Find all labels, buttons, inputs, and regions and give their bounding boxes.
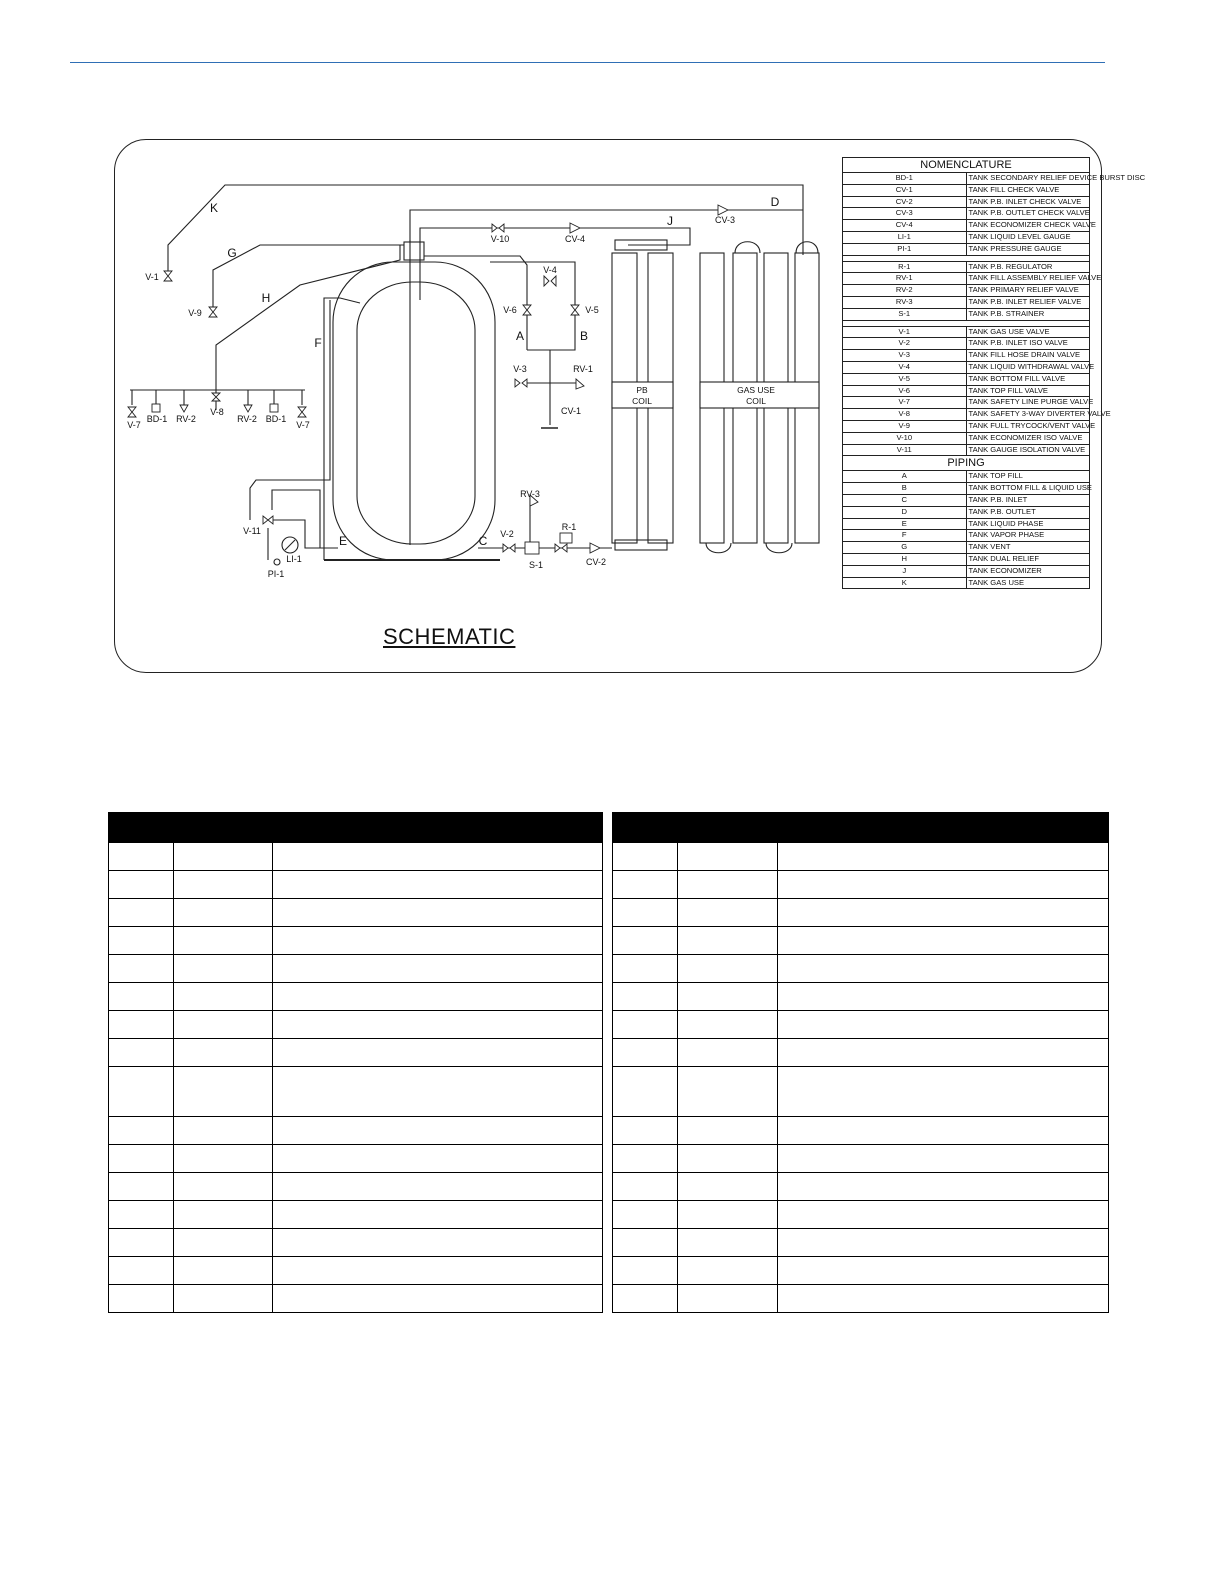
table-row xyxy=(843,506,1090,518)
table-header-cell xyxy=(273,813,603,843)
pipe-label-e: E xyxy=(338,534,348,548)
item-description: TANK PRIMARY RELIEF VALVE xyxy=(966,285,1090,297)
label-bd-1-right: BD-1 xyxy=(265,414,287,424)
label-rv-2-left: RV-2 xyxy=(176,414,196,424)
item-code: CV-1 xyxy=(843,184,967,196)
item-description: TANK BOTTOM FILL & LIQUID USE xyxy=(966,483,1090,495)
table-cell xyxy=(777,1067,1108,1117)
table-header-cell xyxy=(173,813,272,843)
label-rv-3: RV-3 xyxy=(520,489,540,499)
item-description: TANK P.B. STRAINER xyxy=(966,308,1090,320)
item-description: TANK SAFETY LINE PURGE VALVE xyxy=(966,397,1090,409)
table-cell xyxy=(109,871,174,899)
table-row xyxy=(843,196,1090,208)
item-description: TANK GAS USE xyxy=(966,577,1090,589)
table-cell xyxy=(173,843,272,871)
table-row xyxy=(613,1257,1109,1285)
blank-table-right xyxy=(612,812,1109,1313)
table-cell xyxy=(777,1229,1108,1257)
table-cell xyxy=(273,899,603,927)
table-row xyxy=(843,373,1090,385)
table-cell xyxy=(777,1011,1108,1039)
pipe-label-g: G xyxy=(227,246,237,260)
table-cell xyxy=(613,1257,678,1285)
pipe-label-c: C xyxy=(478,534,488,548)
table-cell xyxy=(613,1285,678,1313)
table-row xyxy=(843,577,1090,589)
table-cell xyxy=(678,1039,778,1067)
table-row xyxy=(613,927,1109,955)
table-cell xyxy=(613,1201,678,1229)
item-code: CV-4 xyxy=(843,220,967,232)
item-code: V-5 xyxy=(843,373,967,385)
table-row xyxy=(109,927,603,955)
label-r-1: R-1 xyxy=(561,522,577,532)
table-cell xyxy=(109,1229,174,1257)
table-row xyxy=(613,1067,1109,1117)
table-cell xyxy=(777,1039,1108,1067)
table-cell xyxy=(273,1145,603,1173)
table-cell xyxy=(109,1173,174,1201)
pipe-f xyxy=(324,298,360,560)
table-cell xyxy=(678,843,778,871)
table-cell xyxy=(109,1039,174,1067)
item-code: V-1 xyxy=(843,326,967,338)
item-code: S-1 xyxy=(843,308,967,320)
table-cell xyxy=(777,927,1108,955)
table-row xyxy=(843,432,1090,444)
piping-heading-text: PIPING xyxy=(843,456,1090,471)
table-row xyxy=(613,871,1109,899)
table-cell xyxy=(777,871,1108,899)
table-row xyxy=(613,1145,1109,1173)
table-cell xyxy=(173,1011,272,1039)
item-code: RV-2 xyxy=(843,285,967,297)
item-code: K xyxy=(843,577,967,589)
label-s-1: S-1 xyxy=(528,560,544,570)
table-cell xyxy=(273,955,603,983)
item-description: TANK TOP FILL VALVE xyxy=(966,385,1090,397)
table-cell xyxy=(678,1201,778,1229)
table-row xyxy=(843,420,1090,432)
table-row xyxy=(843,553,1090,565)
table-row xyxy=(843,385,1090,397)
table-cell xyxy=(777,1285,1108,1313)
item-description: TANK TOP FILL xyxy=(966,471,1090,483)
tank-neck-fitting xyxy=(404,242,424,260)
table-row xyxy=(109,1229,603,1257)
table-cell xyxy=(273,1201,603,1229)
table-row xyxy=(843,518,1090,530)
table-cell xyxy=(613,1039,678,1067)
table-cell xyxy=(678,1257,778,1285)
label-cv-3: CV-3 xyxy=(714,215,736,225)
table-row xyxy=(109,1285,603,1313)
item-code: CV-3 xyxy=(843,208,967,220)
item-description: TANK LIQUID PHASE xyxy=(966,518,1090,530)
table-cell xyxy=(109,1117,174,1145)
table-cell xyxy=(613,1145,678,1173)
table-cell xyxy=(678,1011,778,1039)
pressure-gauge xyxy=(274,559,280,565)
table-row xyxy=(843,530,1090,542)
nomenclature-heading xyxy=(843,158,1090,173)
pipe-label-j: J xyxy=(667,214,673,228)
table-header-row xyxy=(613,813,1109,843)
item-code: PI-1 xyxy=(843,243,967,255)
table-row xyxy=(109,1201,603,1229)
label-pi-1: PI-1 xyxy=(267,569,285,579)
table-row xyxy=(843,173,1090,185)
table-cell xyxy=(613,1229,678,1257)
table-row xyxy=(109,983,603,1011)
gas-use-coil-label-line2: COIL xyxy=(746,396,766,406)
item-code: V-8 xyxy=(843,409,967,421)
table-row xyxy=(109,1117,603,1145)
table-cell xyxy=(777,1145,1108,1173)
pipe-label-k: K xyxy=(209,201,219,215)
item-description: TANK P.B. OUTLET CHECK VALVE xyxy=(966,208,1090,220)
table-cell xyxy=(273,1067,603,1117)
table-row xyxy=(843,494,1090,506)
item-code: R-1 xyxy=(843,261,967,273)
label-li-1: LI-1 xyxy=(286,554,302,564)
item-code: A xyxy=(843,471,967,483)
table-cell xyxy=(777,1257,1108,1285)
table-cell xyxy=(109,1201,174,1229)
label-v-11: V-11 xyxy=(243,526,261,536)
table-cell xyxy=(109,1011,174,1039)
table-row xyxy=(613,983,1109,1011)
table-row xyxy=(109,955,603,983)
valve-symbols xyxy=(128,205,728,554)
table-cell xyxy=(109,983,174,1011)
item-description: TANK FILL CHECK VALVE xyxy=(966,184,1090,196)
table-cell xyxy=(273,1257,603,1285)
item-code: RV-1 xyxy=(843,273,967,285)
table-row xyxy=(843,350,1090,362)
pipe-label-f: F xyxy=(314,336,322,350)
item-description: TANK ECONOMIZER xyxy=(966,565,1090,577)
table-row xyxy=(843,220,1090,232)
item-code: J xyxy=(843,565,967,577)
label-v-5: V-5 xyxy=(585,305,599,315)
table-row xyxy=(843,471,1090,483)
table-cell xyxy=(109,955,174,983)
table-cell xyxy=(173,1117,272,1145)
table-row xyxy=(109,1173,603,1201)
blank-table-left xyxy=(108,812,603,1313)
table-cell xyxy=(273,871,603,899)
item-code: H xyxy=(843,553,967,565)
pipe-d xyxy=(410,210,803,242)
table-cell xyxy=(613,1117,678,1145)
item-code: C xyxy=(843,494,967,506)
item-description: TANK P.B. OUTLET xyxy=(966,506,1090,518)
table-cell xyxy=(678,1145,778,1173)
item-code: RV-3 xyxy=(843,296,967,308)
item-code: V-11 xyxy=(843,444,967,456)
label-rv-1: RV-1 xyxy=(573,364,593,374)
pipe-label-d: D xyxy=(770,195,780,209)
table-row xyxy=(843,231,1090,243)
table-cell xyxy=(613,899,678,927)
table-cell xyxy=(173,1067,272,1117)
table-cell xyxy=(678,1229,778,1257)
item-description: TANK BOTTOM FILL VALVE xyxy=(966,373,1090,385)
table-row xyxy=(109,843,603,871)
table-cell xyxy=(613,871,678,899)
item-description: TANK FILL ASSEMBLY RELIEF VALVE xyxy=(966,273,1090,285)
item-code: V-9 xyxy=(843,420,967,432)
table-cell xyxy=(273,927,603,955)
table-cell xyxy=(109,1285,174,1313)
table-cell xyxy=(173,955,272,983)
table-cell xyxy=(173,1145,272,1173)
table-cell xyxy=(678,1117,778,1145)
table-row xyxy=(613,843,1109,871)
item-description: TANK GAUGE ISOLATION VALVE xyxy=(966,444,1090,456)
item-code: V-2 xyxy=(843,338,967,350)
table-row xyxy=(109,1145,603,1173)
table-cell xyxy=(173,1173,272,1201)
table-cell xyxy=(273,1173,603,1201)
item-code: V-7 xyxy=(843,397,967,409)
table-cell xyxy=(173,1201,272,1229)
table-row xyxy=(843,361,1090,373)
item-description: TANK LIQUID WITHDRAWAL VALVE xyxy=(966,361,1090,373)
item-description: TANK P.B. INLET CHECK VALVE xyxy=(966,196,1090,208)
label-v-7-right: V-7 xyxy=(296,420,310,430)
table-row xyxy=(843,208,1090,220)
table-cell xyxy=(273,1229,603,1257)
item-description: TANK SAFETY 3-WAY DIVERTER VALVE xyxy=(966,409,1090,421)
pipe-label-h: H xyxy=(261,291,271,305)
gas-use-coil-label-line1: GAS USE xyxy=(737,385,775,395)
table-cell xyxy=(613,843,678,871)
piping-heading xyxy=(843,456,1090,471)
item-description: TANK VAPOR PHASE xyxy=(966,530,1090,542)
item-code: E xyxy=(843,518,967,530)
table-row xyxy=(843,409,1090,421)
item-code: V-4 xyxy=(843,361,967,373)
table-row xyxy=(613,1039,1109,1067)
item-description: TANK P.B. REGULATOR xyxy=(966,261,1090,273)
nomenclature-table xyxy=(842,157,1146,589)
item-description: TANK ECONOMIZER ISO VALVE xyxy=(966,432,1090,444)
table-row xyxy=(843,326,1090,338)
table-cell xyxy=(273,1117,603,1145)
table-cell xyxy=(173,1229,272,1257)
table-row xyxy=(109,1011,603,1039)
table-cell xyxy=(109,899,174,927)
item-description: TANK VENT xyxy=(966,542,1090,554)
table-row xyxy=(843,397,1090,409)
item-description: TANK SECONDARY RELIEF DEVICE BURST DISC xyxy=(966,173,1090,185)
table-cell xyxy=(777,899,1108,927)
item-description: TANK FILL HOSE DRAIN VALVE xyxy=(966,350,1090,362)
item-description: TANK P.B. INLET RELIEF VALVE xyxy=(966,296,1090,308)
table-cell xyxy=(678,955,778,983)
table-cell xyxy=(678,1067,778,1117)
item-description: TANK LIQUID LEVEL GAUGE xyxy=(966,231,1090,243)
pipe-label-b: B xyxy=(579,329,589,343)
table-cell xyxy=(109,1067,174,1117)
table-row xyxy=(843,243,1090,255)
table-cell xyxy=(678,1285,778,1313)
table-header-row xyxy=(109,813,603,843)
table-cell xyxy=(777,983,1108,1011)
table-cell xyxy=(273,1285,603,1313)
table-cell xyxy=(678,871,778,899)
tank-inner-vessel xyxy=(357,282,475,544)
label-v-7-left: V-7 xyxy=(127,420,141,430)
label-v-6: V-6 xyxy=(503,305,517,315)
table-cell xyxy=(777,1201,1108,1229)
label-v-4: V-4 xyxy=(543,265,557,275)
table-cell xyxy=(613,1011,678,1039)
table-row xyxy=(843,308,1090,320)
table-cell xyxy=(173,1039,272,1067)
table-cell xyxy=(678,983,778,1011)
table-cell xyxy=(173,1257,272,1285)
table-cell xyxy=(613,1173,678,1201)
table-row xyxy=(613,1117,1109,1145)
pipe-label-a: A xyxy=(515,329,525,343)
item-description: TANK GAS USE VALVE xyxy=(966,326,1090,338)
table-row xyxy=(613,955,1109,983)
table-cell xyxy=(777,1117,1108,1145)
pb-coil-header-bottom xyxy=(615,540,667,550)
label-v-10: V-10 xyxy=(490,234,510,244)
nomenclature-heading-text: NOMENCLATURE xyxy=(843,158,1090,173)
label-v-8: V-8 xyxy=(210,407,224,417)
table-cell xyxy=(109,1145,174,1173)
pipe-h xyxy=(216,245,400,410)
pb-coil-label-line1: PB xyxy=(636,385,648,395)
label-cv-4: CV-4 xyxy=(564,234,586,244)
pipe-g xyxy=(213,245,404,310)
item-description: TANK PRESSURE GAUGE xyxy=(966,243,1090,255)
item-code: BD-1 xyxy=(843,173,967,185)
item-description: TANK DUAL RELIEF xyxy=(966,553,1090,565)
item-code: F xyxy=(843,530,967,542)
item-code: V-10 xyxy=(843,432,967,444)
table-cell xyxy=(109,927,174,955)
label-cv-1: CV-1 xyxy=(560,406,582,416)
table-cell xyxy=(678,899,778,927)
table-cell xyxy=(273,1011,603,1039)
item-code: V-3 xyxy=(843,350,967,362)
table-row xyxy=(843,338,1090,350)
label-cv-2: CV-2 xyxy=(585,557,607,567)
table-header-cell xyxy=(777,813,1108,843)
table-row xyxy=(843,273,1090,285)
table-cell xyxy=(613,983,678,1011)
table-cell xyxy=(777,1173,1108,1201)
item-code: CV-2 xyxy=(843,196,967,208)
table-row xyxy=(613,899,1109,927)
table-row xyxy=(109,899,603,927)
label-v-9: V-9 xyxy=(188,308,202,318)
table-row xyxy=(843,565,1090,577)
table-row xyxy=(109,1067,603,1117)
table-cell xyxy=(777,843,1108,871)
table-cell xyxy=(613,1067,678,1117)
table-row xyxy=(613,1011,1109,1039)
table-row xyxy=(109,1039,603,1067)
item-code: B xyxy=(843,483,967,495)
table-row xyxy=(843,261,1090,273)
table-cell xyxy=(777,955,1108,983)
table-cell xyxy=(109,1257,174,1285)
table-cell xyxy=(173,927,272,955)
table-cell xyxy=(173,899,272,927)
table-cell xyxy=(273,843,603,871)
item-description: TANK P.B. INLET xyxy=(966,494,1090,506)
schematic-title: SCHEMATIC xyxy=(383,624,516,649)
pb-coil-label-line2: COIL xyxy=(632,396,652,406)
item-description: TANK P.B. INLET ISO VALVE xyxy=(966,338,1090,350)
label-v-2: V-2 xyxy=(500,529,514,539)
table-row xyxy=(843,542,1090,554)
table-cell xyxy=(273,1039,603,1067)
table-cell xyxy=(173,1285,272,1313)
item-code: D xyxy=(843,506,967,518)
table-cell xyxy=(613,955,678,983)
table-row xyxy=(843,483,1090,495)
table-row xyxy=(613,1229,1109,1257)
table-row xyxy=(843,296,1090,308)
table-row xyxy=(109,1257,603,1285)
table-row xyxy=(843,444,1090,456)
table-cell xyxy=(173,871,272,899)
table-row xyxy=(843,184,1090,196)
table-cell xyxy=(173,983,272,1011)
item-code: V-6 xyxy=(843,385,967,397)
pipe-j xyxy=(420,228,690,245)
label-v-1: V-1 xyxy=(145,272,159,282)
table-row xyxy=(109,871,603,899)
item-code: LI-1 xyxy=(843,231,967,243)
table-row xyxy=(613,1201,1109,1229)
table-row xyxy=(613,1285,1109,1313)
label-rv-2-right: RV-2 xyxy=(237,414,257,424)
table-cell xyxy=(273,983,603,1011)
item-code: G xyxy=(843,542,967,554)
label-v-3: V-3 xyxy=(513,364,527,374)
table-header-cell xyxy=(678,813,778,843)
table-cell xyxy=(613,927,678,955)
table-cell xyxy=(678,927,778,955)
label-bd-1-left: BD-1 xyxy=(146,414,168,424)
table-header-cell xyxy=(109,813,174,843)
table-cell xyxy=(109,843,174,871)
item-description: TANK ECONOMIZER CHECK VALVE xyxy=(966,220,1090,232)
table-row xyxy=(843,285,1090,297)
table-row xyxy=(613,1173,1109,1201)
item-description: TANK FULL TRYCOCK/VENT VALVE xyxy=(966,420,1090,432)
table-cell xyxy=(678,1173,778,1201)
table-header-cell xyxy=(613,813,678,843)
